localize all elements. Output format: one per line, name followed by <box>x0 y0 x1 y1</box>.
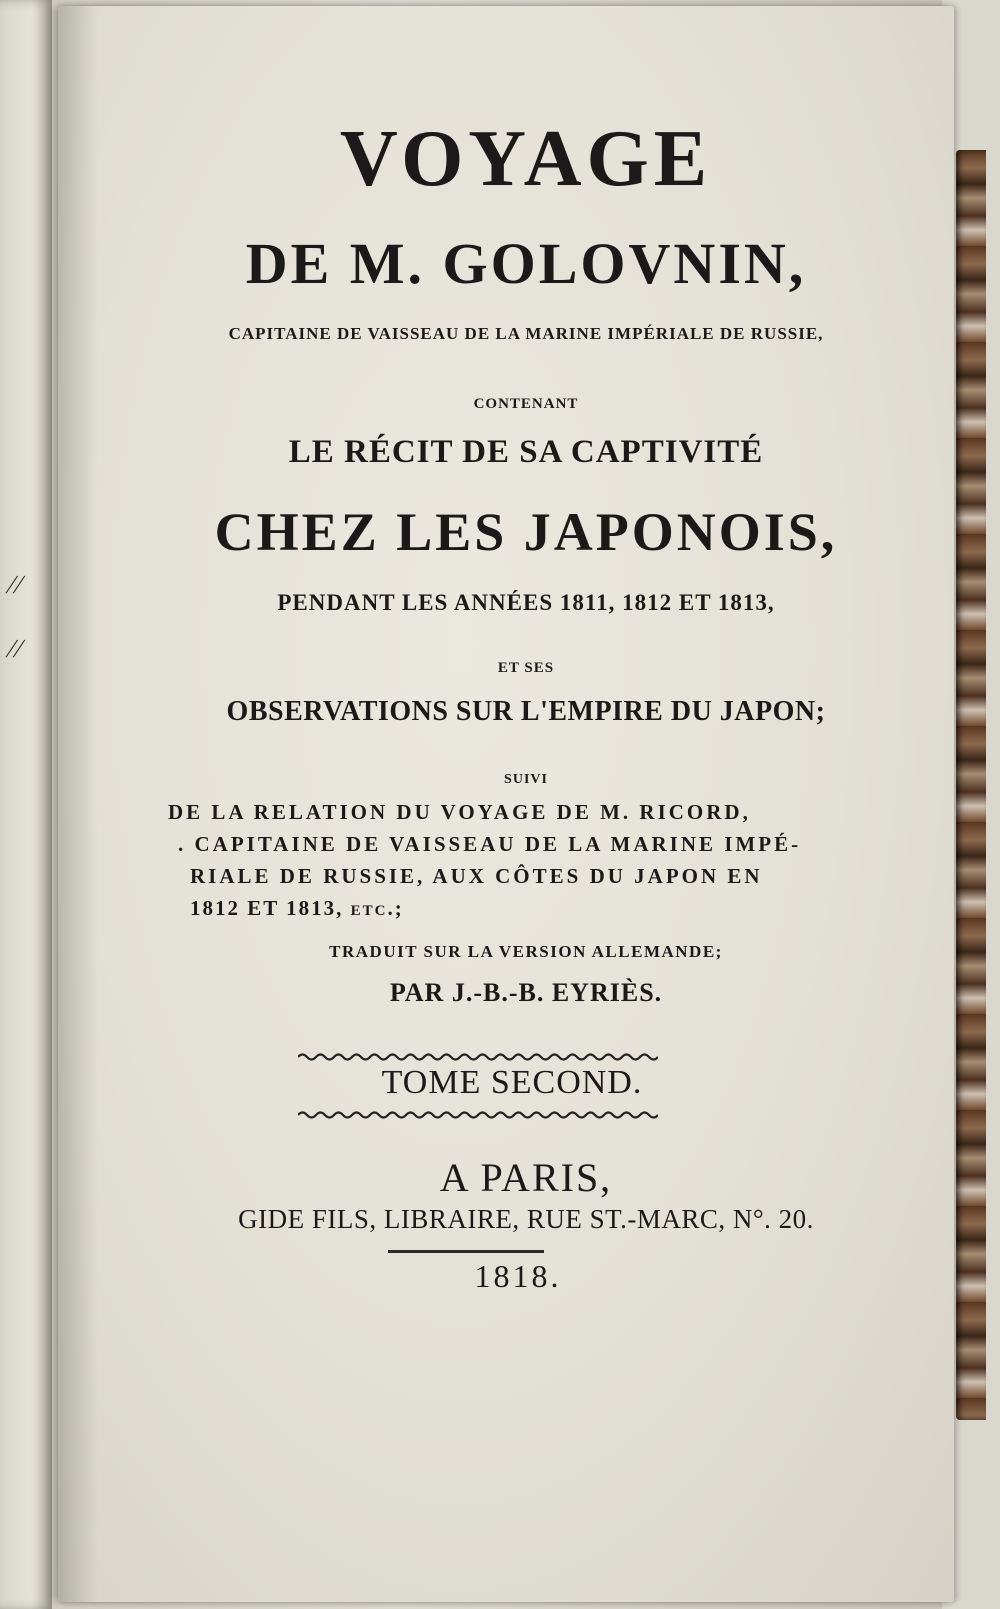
translated-line: TRADUIT SUR LA VERSION ALLEMANDE; <box>329 942 723 961</box>
imprint-year: 1818. <box>474 1258 562 1294</box>
observations-line: OBSERVATIONS SUR L'EMPIRE DU JAPON; <box>226 696 826 727</box>
left-facing-page <box>0 0 52 1609</box>
imprint-publisher: GIDE FILS, LIBRAIRE, RUE ST.-MARC, N°. 20. <box>238 1204 814 1234</box>
left-page-mark: // <box>3 634 28 663</box>
subtitle-japonois: CHEZ LES JAPONOIS, <box>214 502 838 562</box>
suivi-label: SUIVI <box>504 772 548 787</box>
author-line: DE M. GOLOVNIN, <box>245 231 807 296</box>
relation-line: DE LA RELATION DU VOYAGE DE M. RICORD, <box>168 800 751 824</box>
relation-line: RIALE DE RUSSIE, AUX CÔTES DU JAPON EN <box>190 864 763 888</box>
et-ses-label: ET SES <box>497 660 555 676</box>
left-page-mark: // <box>3 570 28 599</box>
book-title: VOYAGE <box>339 115 713 203</box>
years-line: PENDANT LES ANNÉES 1811, 1812 ET 1813, <box>277 590 775 615</box>
wavy-rule-bottom <box>298 1110 658 1120</box>
relation-line: . CAPITAINE DE VAISSEAU DE LA MARINE IMPÉ- <box>178 832 802 856</box>
subtitle-recit: LE RÉCIT DE SA CAPTIVITÉ <box>288 434 764 470</box>
wavy-rule-top <box>298 1052 658 1062</box>
imprint-rule <box>388 1250 544 1253</box>
relation-paragraph <box>168 796 808 924</box>
title-page <box>58 6 954 1602</box>
imprint-city: A PARIS, <box>439 1155 613 1200</box>
relation-line: 1812 ET 1813, etc.; <box>190 896 404 920</box>
contenant-label: CONTENANT <box>473 396 579 412</box>
translator-line: PAR J.-B.-B. EYRIÈS. <box>389 978 663 1007</box>
volume-label: TOME SECOND. <box>381 1064 643 1101</box>
author-rank: CAPITAINE DE VAISSEAU DE LA MARINE IMPÉRIALE DE RUSSIE, <box>228 324 824 343</box>
